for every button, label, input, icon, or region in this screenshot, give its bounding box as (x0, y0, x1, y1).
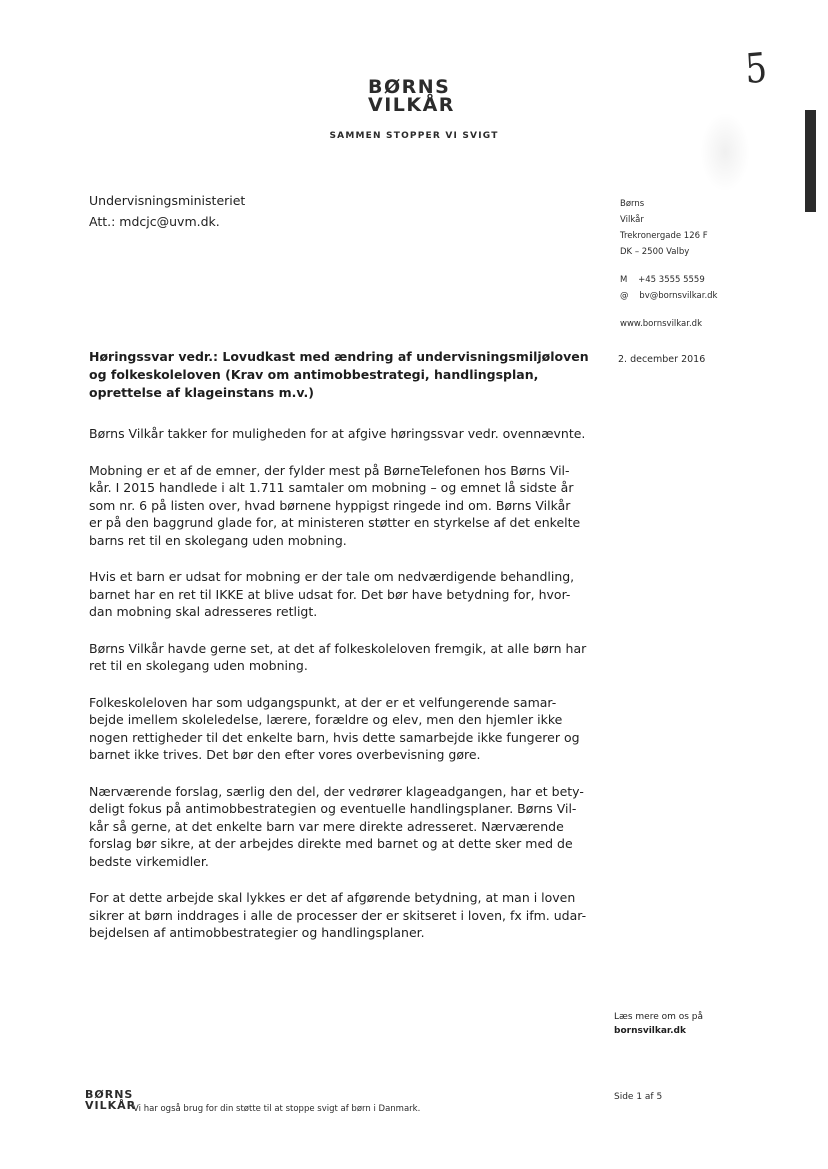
scan-edge-mark (805, 110, 816, 212)
logo-line-1: BØRNS (368, 76, 451, 98)
body-paragraph-5: Folkeskoleloven har som udgangspunkt, at der er et velfungerende samar- bejde imellem skoleledelse, lærere, forældre og elev, men den hjemler ikke nogen rettigheder til det enkelte barn, hvis dette samarbejde ikke fungerer og barnet ikke trives. Det bør den efter vores overbevisning gøre. (89, 694, 580, 762)
body-paragraph-4: Børns Vilkår havde gerne set, at det af folkeskoleloven fremgik, at alle børn har ret til en skolegang uden mobning. (89, 640, 587, 673)
page-number: Side 1 af 5 (614, 1092, 663, 1102)
footer-tagline: Vi har også brug for din støtte til at stoppe svigt af børn i Danmark. (133, 1104, 421, 1114)
header-logo (368, 78, 455, 114)
sender-name-line-2: Vilkår (620, 215, 644, 225)
sender-sidebar (620, 196, 717, 332)
body-paragraph-7: For at dette arbejde skal lykkes er det af afgørende betydning, at man i loven sikrer at børn inddrages i alle de processer der er skitseret i loven, fx ifm. udar- bejdelsen af antimobbestrategier og handlingsplaner. (89, 890, 587, 940)
sender-website: www.bornsvilkar.dk (620, 319, 703, 329)
body-paragraph-6: Nærværende forslag, særlig den del, der vedrører klageadgangen, har et bety- deligt fokus på antimobbestrategien og eventuelle handlingsplaner. Børns Vil- kår så gerne, at det enkelte barn var mere direkte adresseret. Nærværende forslag bør sikre, at der arbejdes direkte med barnet og at dette sker med de bedste virkemidler. (89, 783, 584, 869)
footer-logo-line-2: VILKÅR (85, 1099, 137, 1112)
body-paragraph-3: Hvis et barn er udsat for mobning er der tale om nedværdigende behandling, barnet har en ret til IKKE at blive udsat for. Det bør have betydning for, hvor- dan mobning skal adresseres retligt. (89, 569, 575, 619)
letter-subject: Høringssvar vedr.: Lovudkast med ændring af undervisningsmiljøloven og folkeskoleloven (Krav om antimobbestrategi, handlingsplan, oprettelse af klageinstans m.v.) (89, 349, 589, 400)
sender-name-line-1: Børns (620, 199, 645, 209)
sender-phone: M +45 3555 5559 (620, 275, 705, 285)
scan-smudge (700, 112, 750, 192)
logo-line-2: VILKÅR (368, 94, 455, 116)
recipient-name: Undervisningsministeriet (89, 193, 246, 208)
read-more-link: bornsvilkar.dk (614, 1026, 686, 1036)
footer-logo (85, 1089, 136, 1111)
body-paragraph-1: Børns Vilkår takker for muligheden for at afgive høringssvar vedr. ovennævnte. (89, 426, 586, 441)
tagline: SAMMEN STOPPER VI SVIGT (329, 131, 499, 141)
read-more-label: Læs mere om os på (614, 1012, 704, 1022)
footer-logo-line-1: BØRNS (85, 1088, 134, 1101)
read-more-block (614, 1010, 703, 1038)
sender-city: DK – 2500 Valby (620, 247, 690, 257)
body-paragraph-2: Mobning er et af de emner, der fylder mest på BørneTelefonen hos Børns Vil- kår. I 2015 handlede i alt 1.711 samtaler om mobning – og emnet lå sidste år som nr. 6 på listen over, hvad børnene hyppigst ringede ind om. Børns Vilkår er på den baggrund glade for, at ministeren støtter en styrkelse af det enkelte barns ret til en skolegang uden mobning. (89, 462, 581, 548)
handwritten-page-mark: 5 (744, 44, 769, 94)
recipient-attention: Att.: mdcjc@uvm.dk. (89, 214, 220, 229)
sender-street: Trekronergade 126 F (620, 231, 708, 241)
letter-date: 2. december 2016 (618, 354, 706, 365)
letter-body (89, 425, 609, 961)
sender-email: @ bv@bornsvilkar.dk (620, 291, 718, 301)
recipient-block (89, 190, 245, 232)
